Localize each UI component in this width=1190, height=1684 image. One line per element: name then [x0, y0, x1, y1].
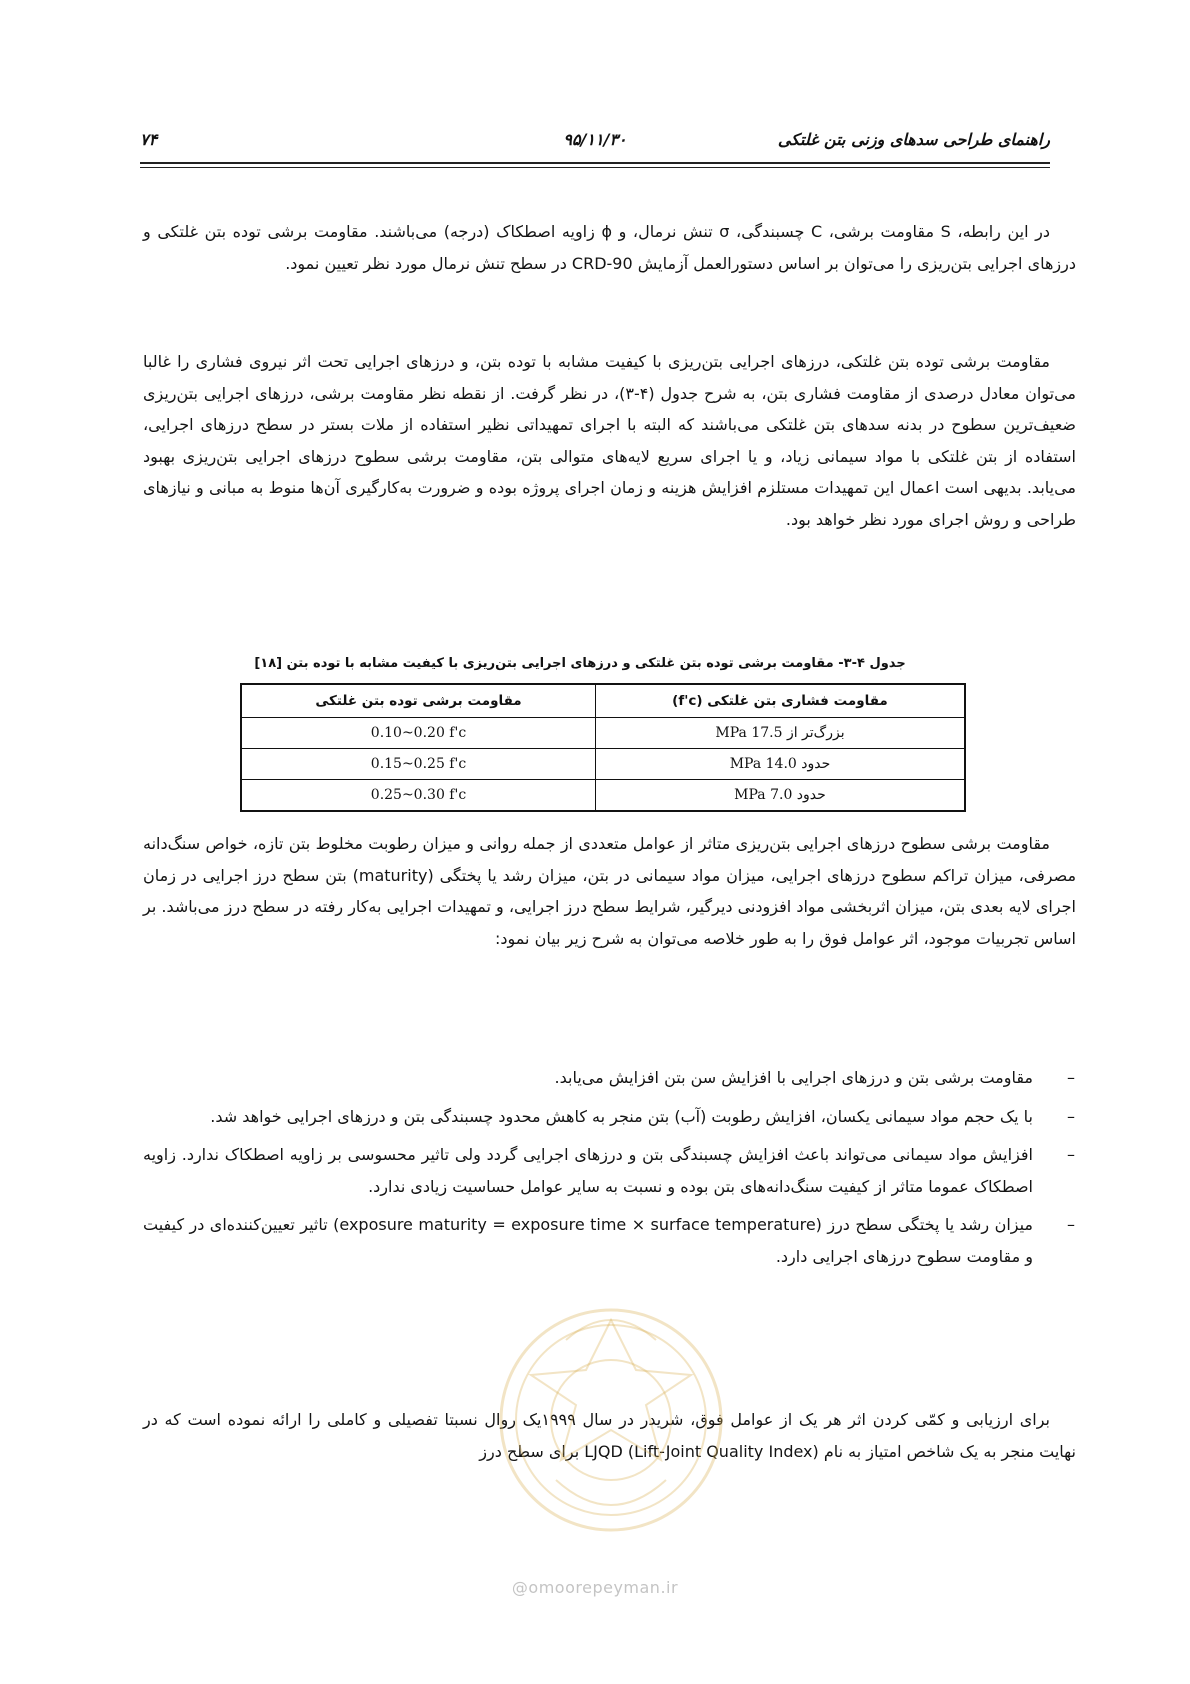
paragraph-4-text: برای ارزیابی و کمّی کردن اثر هر یک از عوامل فوق، شریدر در سال ۱۹۹۹یک روال نسبتا تفصیلی و کاملی را ارائه نموده است که در نهایت منجر به یک شاخص امتیاز به نام LJQD (Lift-Joint Quality Index) برای سطح درز [143, 1410, 1076, 1461]
list-item-text: با یک حجم مواد سیمانی یکسان، افزایش رطوبت (آب) بتن منجر به کاهش محدود چسبندگی بتن و درزهای اجرایی خواهد شد. [210, 1106, 1033, 1126]
table-row [241, 749, 965, 780]
table-cell-shear: 0.25~0.30 f'c [241, 780, 595, 812]
bullet-dash: – [1067, 1145, 1075, 1164]
watermark-site-text: @omoorepeyman.ir [511, 1578, 679, 1597]
running-header [140, 128, 1050, 154]
table-cell-compressive: حدود 14.0 MPa [595, 749, 965, 780]
header-rule-thick [140, 162, 1050, 164]
list-item-text: افزایش مواد سیمانی می‌تواند باعث افزایش چسبندگی بتن و درزهای اجرایی گردد ولی تاثیر محسوسی بر زاویه اصطکاک ندارد. زاویه اصطکاک عموما متاثر از کیفیت سنگ‌دانه‌های بتن بوده و نسبت به سایر عوامل حساسیت زیادی ندارد. [143, 1145, 1033, 1196]
table-cell-shear: 0.10~0.20 f'c [241, 718, 595, 749]
header-rule-thin [140, 167, 1050, 168]
paragraph-2-text: مقاومت برشی توده بتن غلتکی، درزهای اجرایی بتن‌ریزی با کیفیت مشابه با توده بتن، و درزهای اجرایی تحت اثر نیروی فشاری را غالبا می‌توان معادل درصدی از مقاومت فشاری بتن، به شرح جدول (۴-۳)، در نظر گرفت. از نقطه نظر مقاومت برشی، درزهای اجرایی بتن‌ریزی ضعیف‌ترین سطوح در بدنه سدهای بتن غلتکی می‌باشند که البته با اجرای تمهیداتی نظیر استفاده از ملات بستر در سطح درزهای اجرایی، استفاده از بتن غلتکی با مواد سیمانی زیاد، و یا اجرای سریع لایه‌های متوالی بتن، مقاومت برشی سطوح درزهای اجرایی بتن‌ریزی بهبود می‌یابد. بدیهی است اعمال این تمهیدات مستلزم افزایش هزینه و زمان اجرای پروژه بوده و ضرورت به‌کارگیری آن‌ها منوط به مبانی و نیازهای طراحی و روش اجرای مورد نظر خواهد بود. [143, 352, 1076, 529]
bullet-dash: – [1067, 1106, 1075, 1126]
list-item-text: مقاومت برشی بتن و درزهای اجرایی با افزایش سن بتن افزایش می‌یابد. [554, 1068, 1033, 1087]
header-date: ۹۵/۱۱/۳۰ [563, 130, 627, 149]
table-row [241, 780, 965, 812]
factor-list [143, 1062, 1075, 1279]
table-header-shear: مقاومت برشی توده بتن غلتکی [241, 684, 595, 718]
table-row [241, 718, 965, 749]
table-caption: جدول ۴-۳- مقاومت برشی توده بتن غلتکی و درزهای اجرایی بتن‌ریزی با کیفیت مشابه با توده بتن [۱۸] [254, 656, 906, 671]
list-item [143, 1101, 1075, 1133]
list-item [143, 1062, 1075, 1094]
list-item-text: میزان رشد یا پختگی سطح درز (exposure maturity = exposure time × surface temperature) تاثیر تعیین‌کننده‌ای در کیفیت و مقاومت سطوح درزهای اجرایی دارد. [143, 1215, 1033, 1266]
paragraph-1-text: در این رابطه، S مقاومت برشی، C چسبندگی، σ تنش نرمال، و ϕ زاویه اصطکاک (درجه) می‌باشند. مقاومت برشی توده بتن غلتکی و درزهای اجرایی بتن‌ریزی را می‌توان بر اساس دستورالعمل آزمایش CRD-90 در سطح تنش نرمال مورد نظر تعیین نمود. [143, 222, 1076, 273]
paragraph-1 [143, 216, 1076, 279]
bullet-dash: – [1067, 1068, 1075, 1087]
table-cell-shear: 0.15~0.25 f'c [241, 749, 595, 780]
shear-strength-table [240, 683, 966, 812]
table-header-row [241, 684, 965, 718]
table-header-compressive: مقاومت فشاری بتن غلتکی (f'c) [595, 684, 965, 718]
paragraph-3 [143, 828, 1076, 954]
book-title: راهنمای طراحی سدهای وزنی بتن غلتکی [777, 130, 1050, 149]
list-item [143, 1139, 1075, 1202]
table-cell-compressive: بزرگ‌تر از 17.5 MPa [595, 718, 965, 749]
paragraph-2 [143, 346, 1076, 535]
list-item [143, 1209, 1075, 1272]
page-number: ۷۴ [140, 130, 158, 149]
paragraph-3-text: مقاومت برشی سطوح درزهای اجرایی بتن‌ریزی متاثر از عوامل متعددی از جمله روانی و میزان رطوبت مخلوط بتن تازه، خواص سنگ‌دانه مصرفی، میزان تراکم سطوح درزهای اجرایی، میزان مواد سیمانی در بتن، میزان رشد یا پختگی (maturity) بتن سطح درز اجرایی در زمان اجرای لایه بعدی بتن، میزان اثربخشی مواد افزودنی دیرگیر، شرایط سطح درز اجرایی، و تمهیدات اجرایی به‌کار رفته در سطح درز می‌باشد. بر اساس تجربیات موجود، اثر عوامل فوق را به طور خلاصه می‌توان به شرح زیر بیان نمود: [143, 834, 1077, 948]
watermark-seal-icon [486, 1280, 736, 1550]
bullet-dash: – [1067, 1215, 1075, 1234]
table-cell-compressive: حدود 7.0 MPa [595, 780, 965, 812]
